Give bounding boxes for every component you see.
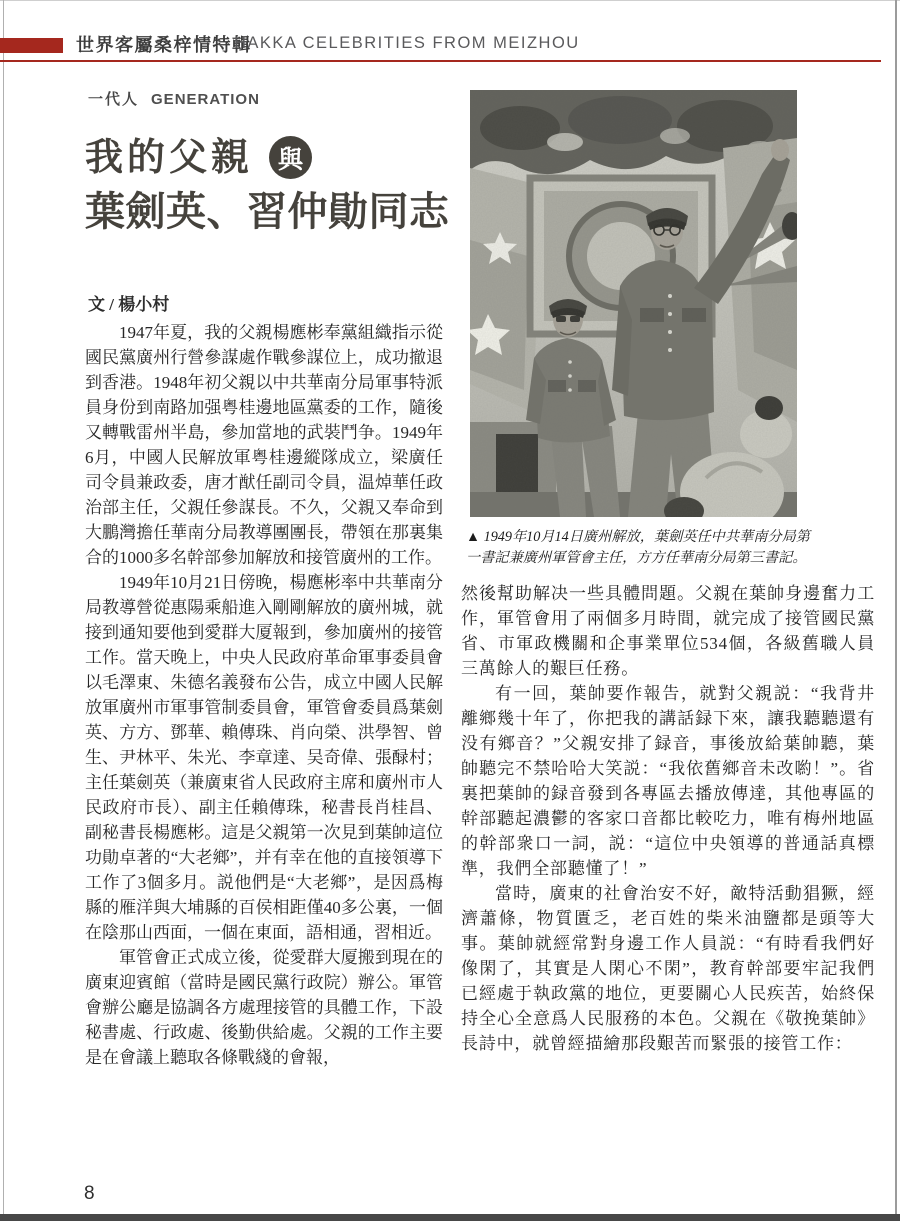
page-number: 8 bbox=[84, 1183, 95, 1204]
page-edge-left bbox=[3, 0, 4, 1221]
byline: 文 / 楊小村 bbox=[88, 295, 170, 314]
paragraph: 1947年夏，我的父親楊應彬奉黨組織指示從國民黨廣州行營參謀處作戰參謀位上，成功撤退到香港。1948年初父親以中共華南分局軍事特派員身份到南路加强粤桂邊地區黨委的工作，隨後又轉戰雷州半島，參加當地的武裝鬥争。1949年6月，中國人民解放軍粤桂邊縱隊成立，梁廣任司令員兼政委，唐才猷任副司令員，温焯華任政治部主任，父親任參謀長。不久，父親又奉命到大鵬灣擔任華南分局教導團團長，帶領在那裏集合的1000多名幹部參加解放和接管廣州的工作。 bbox=[85, 323, 443, 567]
historic-photo-graphic bbox=[470, 90, 797, 517]
section-label-en: GENERATION bbox=[151, 91, 260, 108]
paragraph: 軍管會正式成立後，從愛群大厦搬到現在的廣東迎賓館（當時是國民黨行政院）辦公。軍管會辦公廳是協調各方處理接管的具體工作，下設秘書處、行政處、後勤供給處。父親的工作主要是在會議上聽取各條戰綫的會報， bbox=[85, 948, 443, 1067]
title-conjunction-badge: 與 bbox=[269, 136, 312, 179]
section-label-zh: 一代人 bbox=[88, 91, 140, 108]
paragraph: 當時，廣東的社會治安不好，敵特活動猖獗，經濟蕭條，物質匱乏，老百姓的柴米油鹽都是頭等大事。葉帥就經常對身邊工作人員説：“有時看我們好像閑了，其實是人閑心不閑”，教育幹部要牢記我們已經處于執政黨的地位，更要關心人民疾苦，始終保持全心全意爲人民服務的本色。父親在《敬挽葉帥》長詩中，就曾經描繪那段艱苦而緊張的接管工作： bbox=[461, 884, 875, 1053]
paragraph: 有一回，葉帥要作報告，就對父親説：“我背井離鄉幾十年了，你把我的講話録下來，讓我聽聽還有没有鄉音？”父親安排了録音，事後放給葉帥聽，葉帥聽完不禁哈哈大笑説：“我依舊鄉音未改喲！”。省裏把葉帥的録音發到各專區去播放傳達，其他專區的幹部聽起濃鬱的客家口音都比較吃力，唯有梅州地區的幹部衆口一詞，説：“這位中央領導的普通話真標準，我們全部聽懂了！” bbox=[461, 684, 875, 878]
paragraph: 1949年10月21日傍晚，楊應彬率中共華南分局教導營從惠陽乘船進入剛剛解放的廣州城，就接到通知要他到愛群大厦報到，參加廣州的接管工作。當天晚上，中央人民政府革命軍事委員會以毛澤東、朱德名義發布公告，成立中國人民解放軍廣州市軍事管制委員會，軍管會委員爲葉劍英、方方、鄧華、賴傳珠、肖向榮、洪學智、曾生、尹林平、朱光、李章達、吴奇偉、張醁村；主任葉劍英（兼廣東省人民政府主席和廣州市人民政府市長）、副主任賴傳珠，秘書長肖桂昌、副秘書長楊應彬。這是父親第一次見到葉帥這位功勛卓著的“大老鄉”，并有幸在他的直接領導下工作了3個多月。説他們是“大老鄉”，是因爲梅縣的雁洋與大埔縣的百侯相距僅40多公裏，一個在陰那山西面，一個在東面，語相通，習相近。 bbox=[85, 573, 443, 942]
page-edge-bottom bbox=[0, 1214, 900, 1221]
paragraph: 然後幫助解决一些具體問題。父親在葉帥身邊奮力工作，軍管會用了兩個多月時間，就完成了接管國民黨省、市軍政機關和企事業單位534個，各級舊職人員三萬餘人的艱巨任務。 bbox=[461, 584, 875, 678]
series-title-en: HAKKA CELEBRITIES FROM MEIZHOU bbox=[234, 34, 580, 52]
historic-photo bbox=[470, 90, 797, 517]
left-column bbox=[85, 320, 443, 1070]
page-edge-right bbox=[895, 0, 897, 1221]
article-title-line1: 我的父親 bbox=[85, 136, 254, 179]
series-title-zh: 世界客屬桑梓情特輯 bbox=[76, 35, 252, 55]
page-edge-top bbox=[0, 0, 900, 1]
header-red-bar bbox=[0, 38, 63, 53]
photo-caption: ▲ 1949年10月14日廣州解放，葉劍英任中共華南分局第一書記兼廣州軍管會主任，方方任華南分局第三書記。 bbox=[466, 529, 810, 566]
section-label bbox=[88, 88, 260, 109]
right-column bbox=[461, 581, 875, 1056]
article-title bbox=[85, 136, 450, 232]
article-title-line2: 葉劍英、習仲勛同志 bbox=[85, 190, 450, 234]
header-rule bbox=[0, 60, 881, 62]
